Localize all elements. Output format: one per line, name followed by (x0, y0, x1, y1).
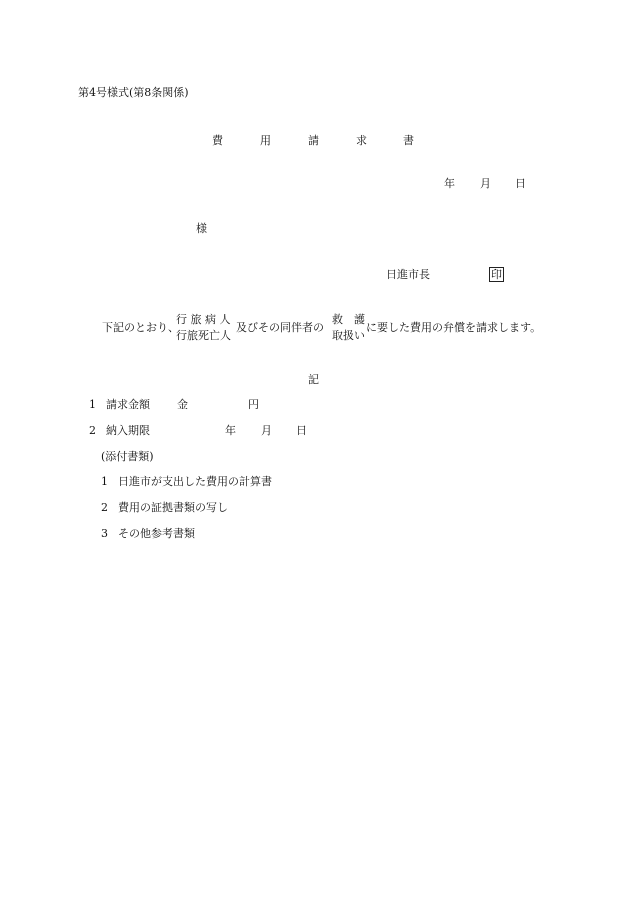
amount-prefix: 金 (177, 398, 188, 411)
date-month: 月 (480, 177, 491, 190)
issuer-seal (489, 267, 504, 282)
title-char: 書 (403, 134, 414, 147)
option1-top: 行 旅 病 人 (176, 313, 231, 326)
item-number: 2 (89, 424, 96, 437)
body-tail: に要した費用の弁償を請求します。 (366, 321, 542, 334)
attachment-item: 費用の証拠書類の写し (118, 501, 228, 514)
form-label: 第4号様式(第8条関係) (78, 86, 189, 99)
item-number: 1 (89, 398, 96, 411)
attachment-number: 2 (101, 501, 108, 514)
addressee-suffix: 様 (196, 222, 207, 235)
item-label: 請求金額 (106, 398, 150, 411)
title-char: 求 (356, 134, 367, 147)
due-day: 日 (296, 424, 307, 437)
option2-bottom: 取扱い (332, 329, 365, 342)
ki-heading: 記 (308, 373, 319, 386)
title-char: 請 (308, 134, 319, 147)
option2-top: 救 護 (332, 313, 365, 326)
item-label: 納入期限 (106, 424, 150, 437)
due-year: 年 (225, 424, 236, 437)
body-lead: 下記のとおり、 (102, 321, 179, 334)
option1-bottom: 行旅死亡人 (176, 329, 231, 342)
attachment-number: 1 (101, 475, 108, 488)
seal-mark: 印 (491, 268, 502, 281)
amount-unit: 円 (248, 398, 259, 411)
body-middle: 及びその同伴者の (236, 321, 324, 334)
attachment-number: 3 (101, 527, 108, 540)
attachment-item: 日進市が支出した費用の計算書 (118, 475, 272, 488)
title-char: 費 (212, 134, 223, 147)
date-year: 年 (444, 177, 455, 190)
due-month: 月 (261, 424, 272, 437)
title-char: 用 (260, 134, 271, 147)
attachment-item: その他参考書類 (118, 527, 195, 540)
date-day: 日 (515, 177, 526, 190)
attachments-heading: (添付書類) (101, 450, 154, 463)
issuer-name: 日進市長 (386, 268, 430, 281)
